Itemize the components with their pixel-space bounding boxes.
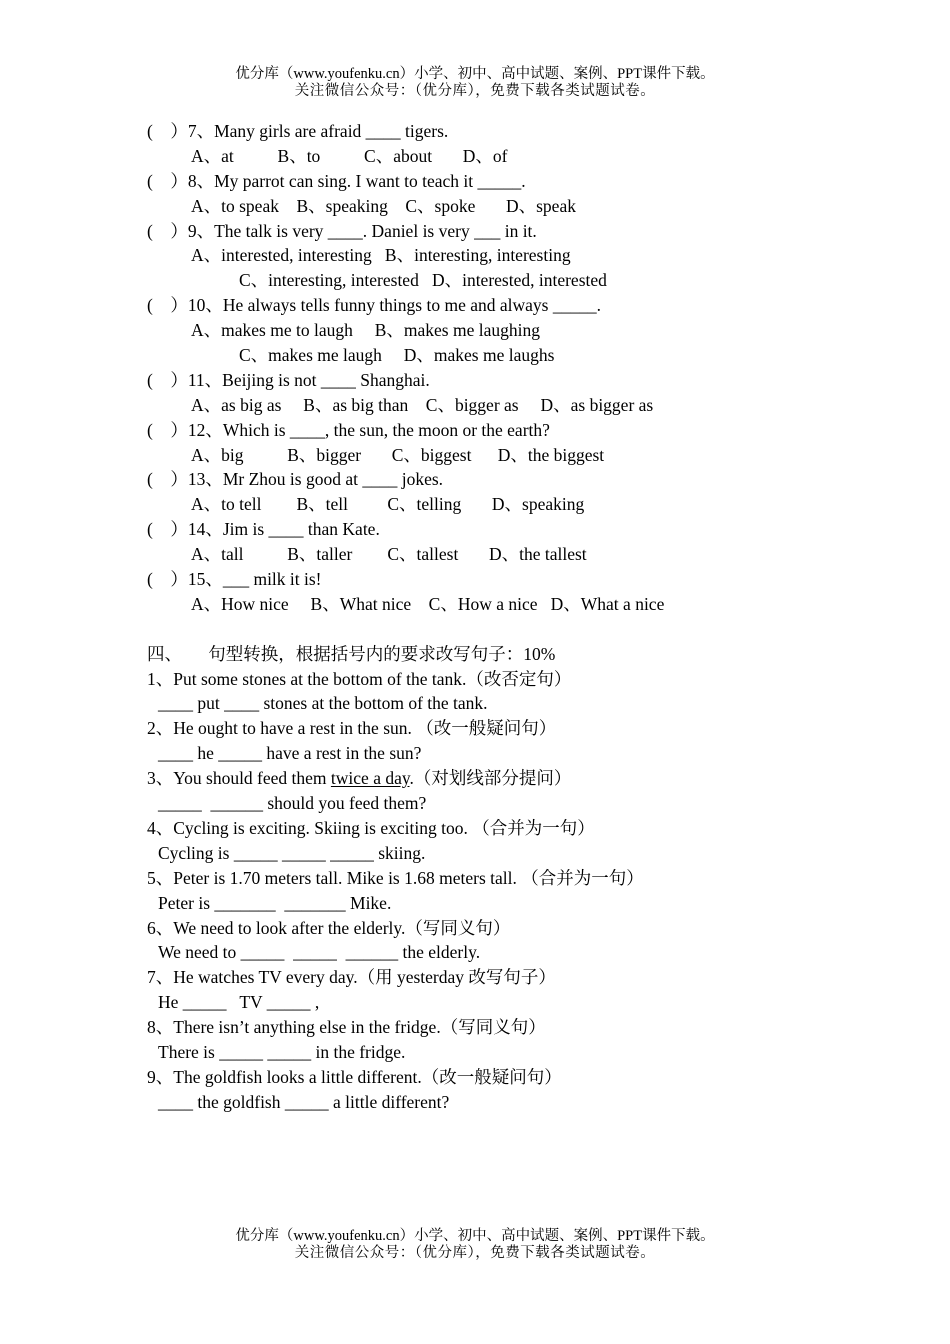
transform-item-1-answer: ____ put ____ stones at the bottom of the tank. [158, 693, 488, 714]
question-13-stem: ( ）13、Mr Zhou is good at ____ jokes. [147, 469, 444, 490]
footer-line-2: 关注微信公众号：（优分库），免费下载各类试题试卷。 [294, 1245, 656, 1261]
question-15-options: A、How nice B、What nice C、How a nice D、What a nice [191, 593, 665, 614]
transform-item-3-text-after: .（对划线部分提问） [409, 768, 572, 789]
page-header [0, 66, 950, 100]
header-line-1: 优分库（www.youfenku.cn）小学、初中、高中试题、案例、PPT课件下载。 [235, 66, 715, 82]
question-10-stem: ( ）10、He always tells funny things to me and always _____. [147, 295, 601, 316]
transform-item-7-question: 7、He watches TV every day.（用 yesterday 改写句子） [147, 967, 556, 988]
transform-item-5-answer: Peter is _______ _______ Mike. [158, 892, 392, 913]
exam-content [147, 119, 867, 1115]
question-9-options-ab: A、interested, interesting B、interesting, interesting [191, 245, 571, 266]
question-14-stem: ( ）14、Jim is ____ than Kate. [147, 519, 380, 540]
transform-item-4-question: 4、Cycling is exciting. Skiing is exciting too. （合并为一句） [147, 817, 595, 838]
question-12-stem: ( ）12、Which is ____, the sun, the moon or the earth? [147, 419, 550, 440]
question-10-options-ab: A、makes me to laugh B、makes me laughing [191, 320, 540, 341]
question-8-options: A、to speak B、speaking C、spoke D、speak [191, 195, 576, 216]
question-9-stem: ( ）9、The talk is very ____. Daniel is very ___ in it. [147, 220, 537, 241]
transform-item-9-answer: ____ the goldfish _____ a little different? [158, 1091, 450, 1112]
transform-item-5-question: 5、Peter is 1.70 meters tall. Mike is 1.68 meters tall. （合并为一句） [147, 867, 644, 888]
question-10-options-cd: C、makes me laugh D、makes me laughs [239, 345, 555, 366]
section-4-title: 四、 句型转换，根据括号内的要求改写句子：10% [147, 643, 556, 664]
transform-item-2-answer: ____ he _____ have a rest in the sun? [158, 743, 422, 764]
question-13-options: A、to tell B、tell C、telling D、speaking [191, 494, 585, 515]
question-12-options: A、big B、bigger C、biggest D、the biggest [191, 444, 605, 465]
transform-item-8-question: 8、There isn’t anything else in the fridge.（写同义句） [147, 1017, 546, 1038]
header-line-2: 关注微信公众号：（优分库），免费下载各类试题试卷。 [294, 83, 656, 99]
transform-item-9-question: 9、The goldfish looks a little different.（改一般疑问句） [147, 1066, 562, 1087]
transform-item-8-answer: There is _____ _____ in the fridge. [158, 1041, 406, 1062]
question-9-options-cd: C、interesting, interested D、interested, interested [239, 270, 607, 291]
question-14-options: A、tall B、taller C、tallest D、the tallest [191, 544, 587, 565]
question-15-stem: ( ）15、___ milk it is! [147, 569, 322, 590]
page-footer [0, 1228, 950, 1262]
question-11-stem: ( ）11、Beijing is not ____ Shanghai. [147, 369, 430, 390]
question-7-stem: ( ）7、Many girls are afraid ____ tigers. [147, 121, 449, 141]
transform-item-1-question: 1、Put some stones at the bottom of the tank.（改否定句） [147, 668, 572, 689]
question-8-stem: ( ）8、My parrot can sing. I want to teach it _____. [147, 170, 526, 191]
transform-item-3-text-before: 3、You should feed them [147, 768, 331, 789]
question-7-options: A、at B、to C、about D、of [191, 145, 508, 166]
transform-item-4-answer: Cycling is _____ _____ _____ skiing. [158, 842, 426, 863]
transform-item-7-answer: He _____ TV _____ , [158, 992, 320, 1013]
section-gap [147, 617, 867, 642]
transform-item-3-question [147, 766, 867, 791]
underlined-phrase: twice a day [330, 768, 410, 789]
transform-item-6-answer: We need to _____ _____ ______ the elderly. [158, 942, 481, 963]
footer-line-1: 优分库（www.youfenku.cn）小学、初中、高中试题、案例、PPT课件下载。 [235, 1228, 715, 1244]
transform-item-6-question: 6、We need to look after the elderly.（写同义句） [147, 917, 511, 938]
transform-item-3-answer: _____ ______ should you feed them? [158, 793, 427, 814]
transform-item-2-question: 2、He ought to have a rest in the sun. （改一般疑问句） [147, 718, 557, 739]
question-11-options: A、as big as B、as big than C、bigger as D、as bigger as [191, 394, 654, 415]
